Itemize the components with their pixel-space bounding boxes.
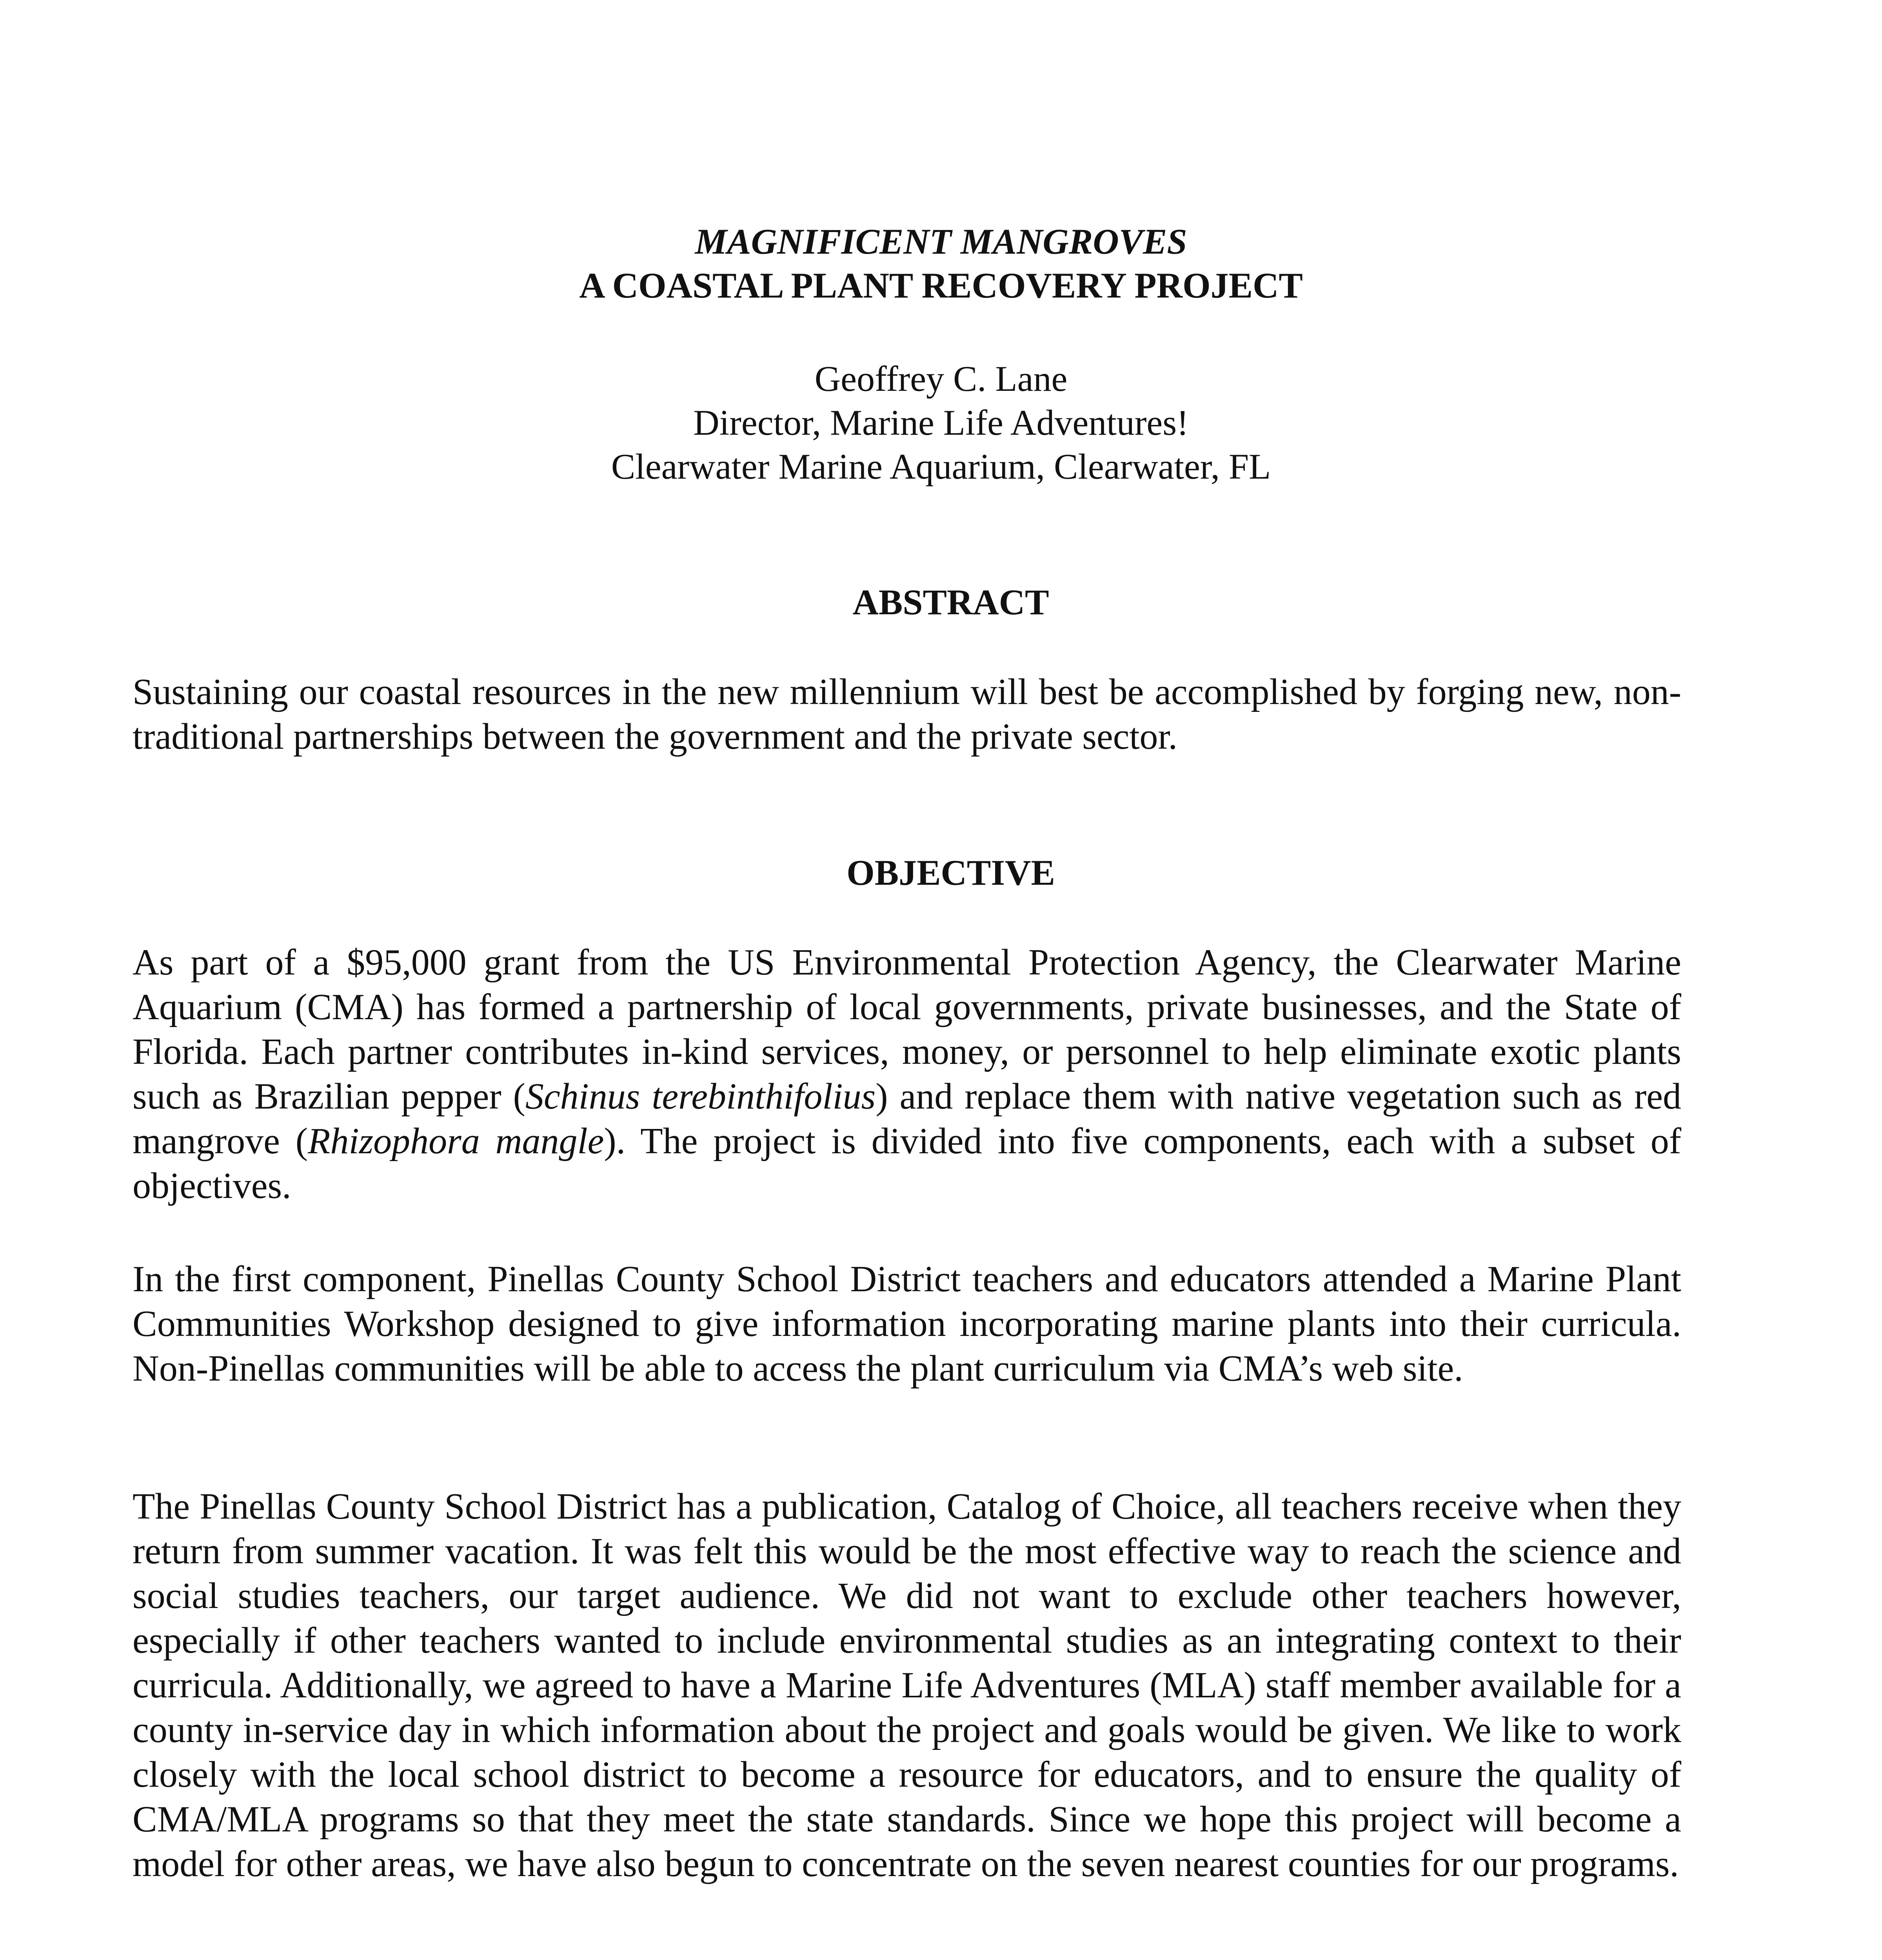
objective-heading: OBJECTIVE [847, 853, 1055, 893]
species-name-brazilian-pepper: Schinus terebinthifolius [525, 1076, 876, 1117]
paper-title-italic: MAGNIFICENT MANGROVES [695, 221, 1187, 261]
paragraph-text: ) and replace them with native vegetation such as red mangrove ( [133, 1076, 1681, 1161]
author-name: Geoffrey C. Lane [814, 359, 1068, 399]
paragraph-text: As part of a $95,000 grant from the US Environmental Protection Agency, the Clearwater Marine Aquarium (CMA) has formed a partnership of local governments, private businesses, and the State of Florida. Each partner contributes in-kind services, money, or personnel to help eliminate exotic plants such as Brazilian pepper ( [133, 942, 1681, 1117]
author-affiliation: Clearwater Marine Aquarium, Clearwater, FL [611, 446, 1271, 486]
author-role: Director, Marine Life Adventures! [693, 403, 1189, 443]
paragraph-text: ). The project is divided into five components, each with a subset of objectives. [133, 1121, 1682, 1206]
abstract-text: Sustaining our coastal resources in the new millennium will best be accomplished by forging new, non-traditional partnerships between the government and the private sector. [133, 671, 1681, 757]
objective-paragraph-3: The Pinellas County School District has a publication, Catalog of Choice, all teachers receive when they return from summer vacation. It was felt this would be the most effective way to reach the science and social studies teachers, our target audience. We did not want to exclude other teachers however, especially if other teachers wanted to include environmental studies as an integrating context to their curricula. Additionally, we agreed to have a Marine Life Adventures (MLA) staff member available for a county in-service day in which information about the project and goals would be given. We like to work closely with the local school district to become a resource for educators, and to ensure the quality of CMA/MLA programs so that they meet the state standards. Since we hope this project will become a model for other areas, we have also begun to concentrate on the seven nearest counties for our programs. [133, 1486, 1681, 1884]
species-name-red-mangrove: Rhizophora mangle [308, 1121, 604, 1161]
objective-paragraph-1 [133, 940, 1681, 1208]
abstract-heading: ABSTRACT [852, 582, 1049, 622]
objective-paragraph-2: In the first component, Pinellas County School District teachers and educators attended a Marine Plant Communities Workshop designed to give information incorporating marine plants into their curricula. Non-Pinellas communities will be able to access the plant curriculum via CMA’s web site. [133, 1259, 1681, 1389]
paper-title: A COASTAL PLANT RECOVERY PROJECT [579, 265, 1303, 305]
